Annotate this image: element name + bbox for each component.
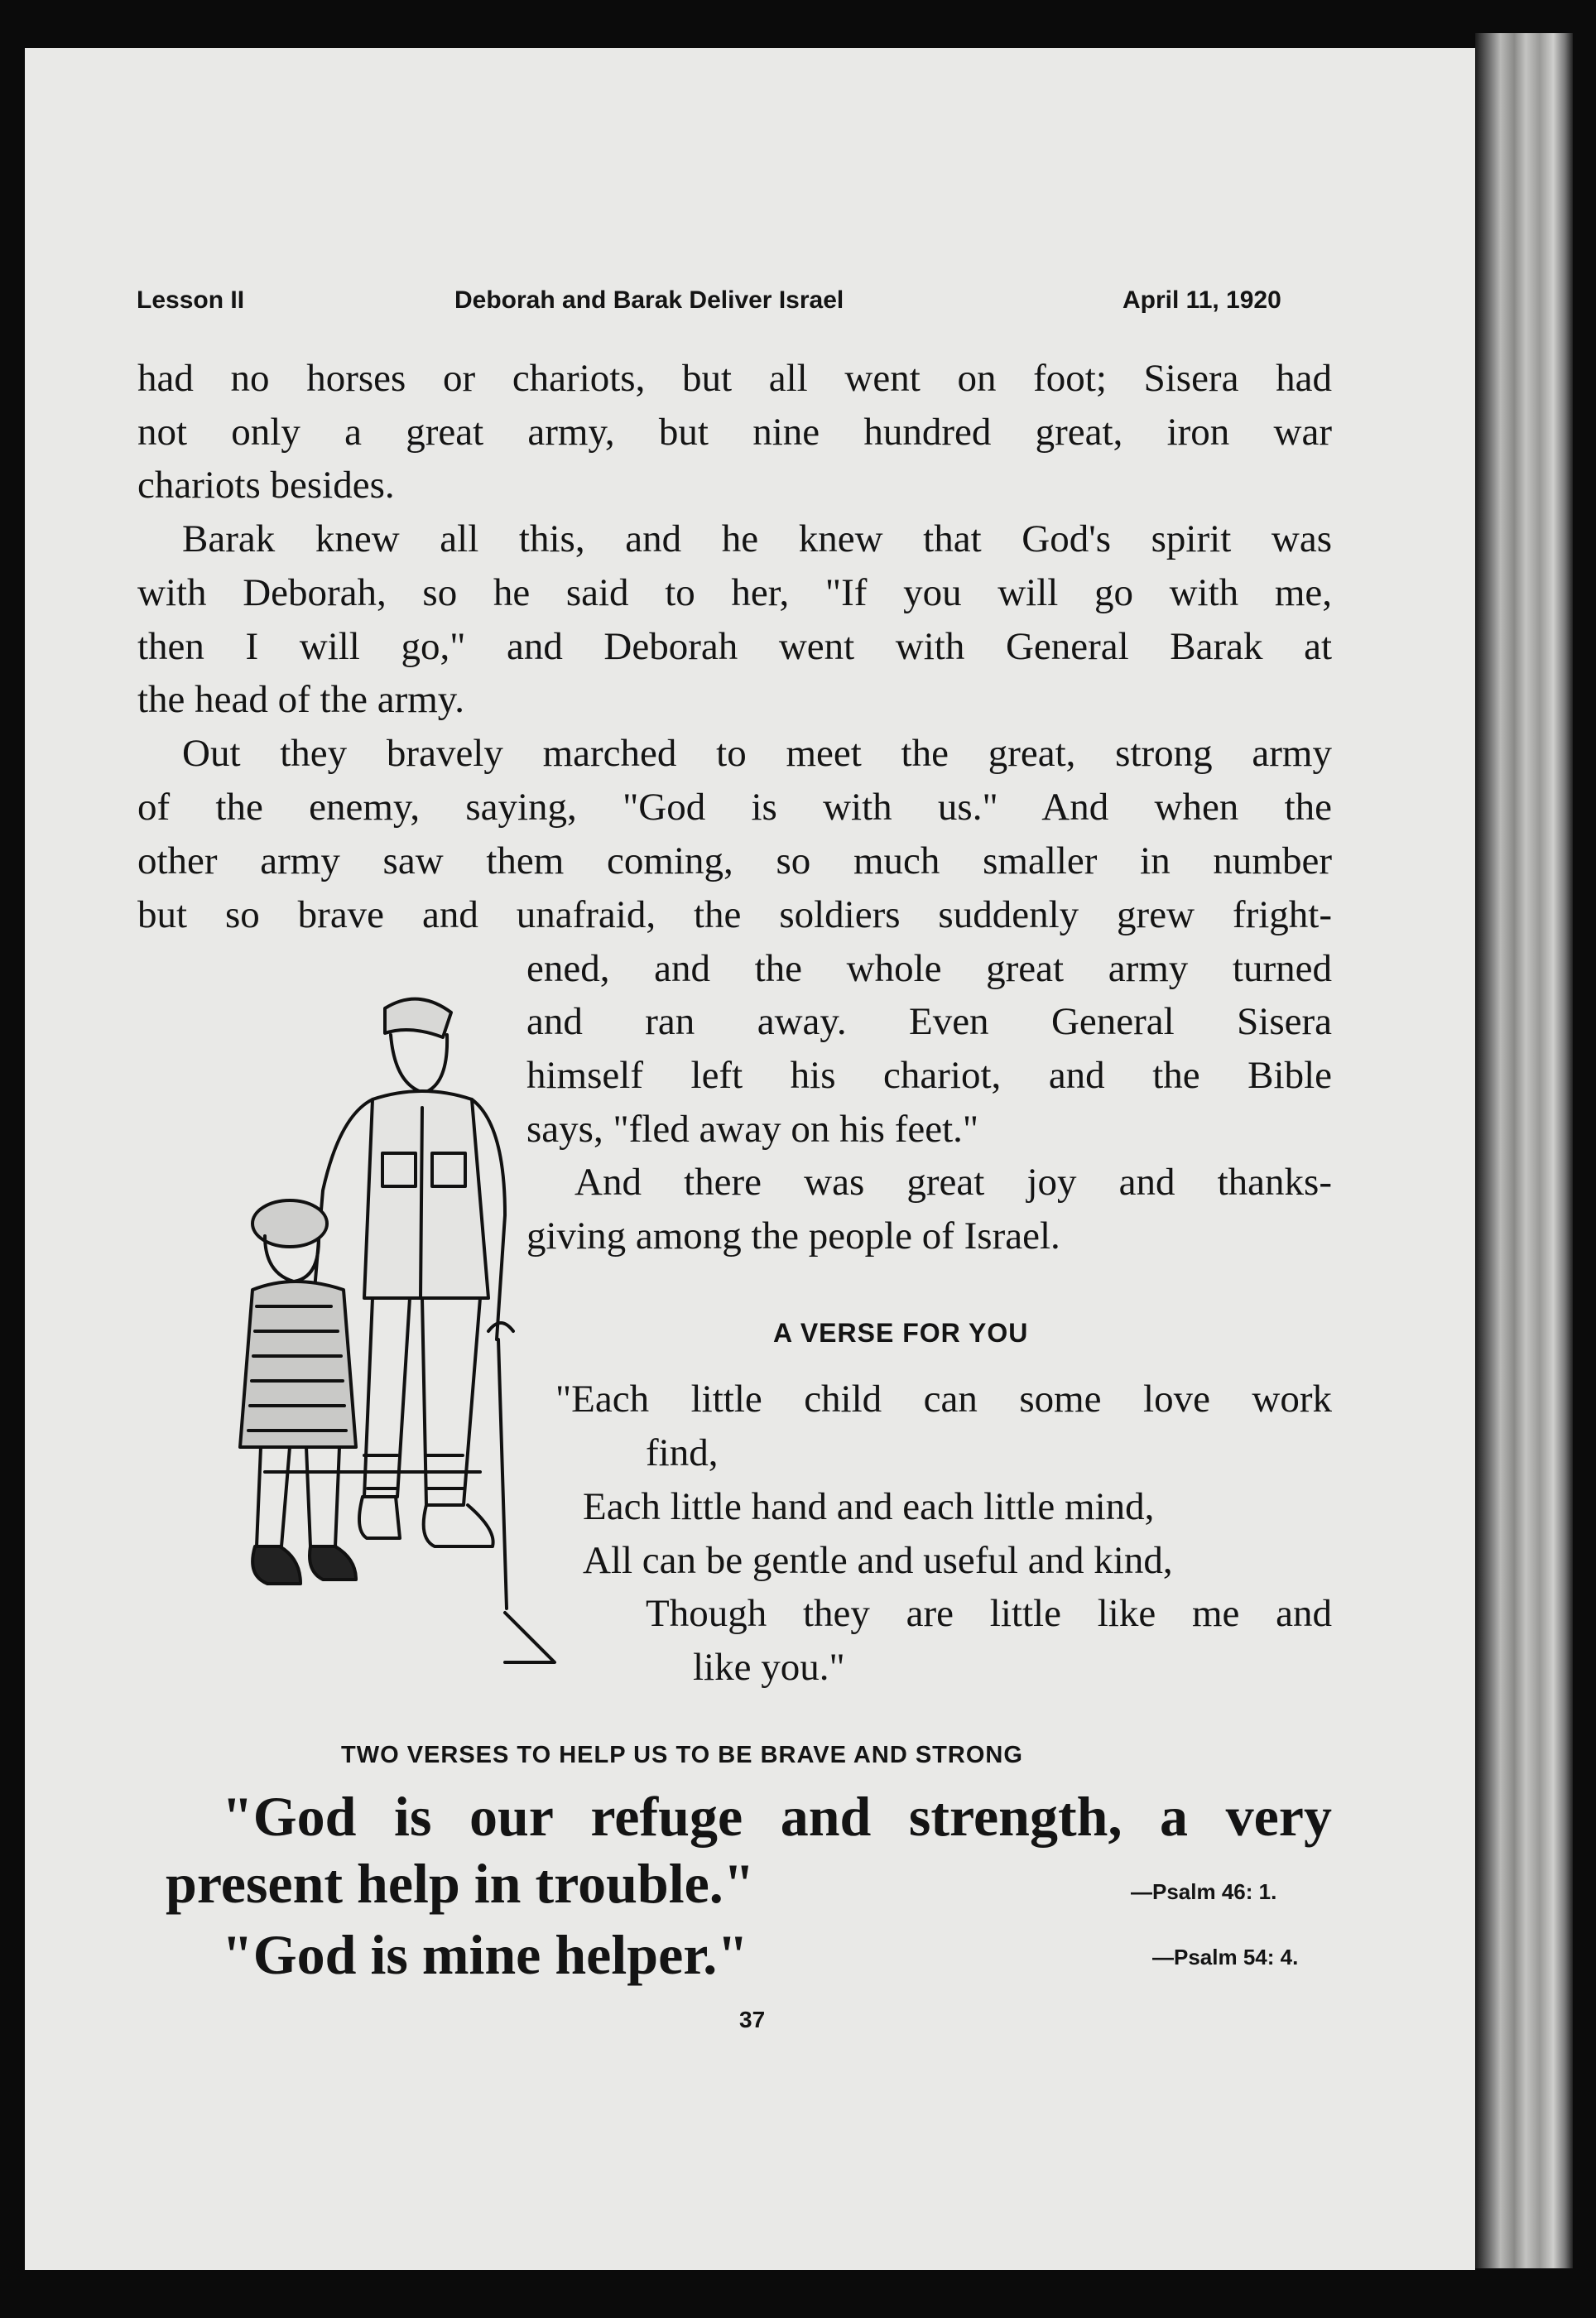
lesson-label: Lesson II — [137, 286, 245, 314]
verse-for-you-heading: A VERSE FOR YOU — [773, 1318, 1029, 1348]
story-line: not only a great army, but nine hundred great, iron war — [137, 411, 1332, 454]
story-line: says, "fled away on his feet." — [526, 1108, 979, 1151]
verse2: "God is mine helper." — [222, 1923, 748, 1986]
story-line: of the enemy, saying, "God is with us." And when the — [137, 786, 1332, 829]
verse1-reference: —Psalm 46: 1. — [1131, 1879, 1277, 1904]
story-line: ened, and the whole great army turned — [526, 947, 1332, 990]
story-line: other army saw them coming, so much smaller in number — [137, 839, 1332, 882]
verse-line: All can be gentle and useful and kind, — [583, 1539, 1173, 1582]
verse-line: Each little hand and each little mind, — [583, 1485, 1155, 1528]
story-line: And there was great joy and thanks- — [574, 1161, 1332, 1204]
book-spine-edge — [1475, 33, 1573, 2268]
story-line: then I will go," and Deborah went with General Barak at — [137, 625, 1332, 668]
verse-line: like you." — [693, 1646, 845, 1689]
verse-line: find, — [646, 1431, 719, 1474]
book-page — [25, 48, 1475, 2270]
story-line: the head of the army. — [137, 678, 464, 721]
two-verses-heading: TWO VERSES TO HELP US TO BE BRAVE AND STRONG — [341, 1742, 1023, 1768]
story-line: and ran away. Even General Sisera — [526, 1000, 1332, 1043]
story-line: but so brave and unafraid, the soldiers suddenly grew fright- — [137, 893, 1332, 936]
soldier-and-boy-illustration — [174, 975, 588, 1704]
page-number: 37 — [739, 2007, 766, 2032]
verse2-reference: —Psalm 54: 4. — [1152, 1945, 1299, 1969]
lesson-date: April 11, 1920 — [1122, 286, 1281, 314]
verse-line: "Each little child can some love work — [555, 1378, 1332, 1421]
story-line: himself left his chariot, and the Bible — [526, 1054, 1332, 1097]
story-line: had no horses or chariots, but all went on foot; Sisera had — [137, 357, 1332, 400]
story-line: Out they bravely marched to meet the great, strong army — [182, 732, 1332, 775]
verse-line: Though they are little like me and — [646, 1592, 1332, 1635]
story-line: with Deborah, so he said to her, "If you will go with me, — [137, 571, 1332, 614]
verse1-line2: present help in trouble." — [166, 1852, 755, 1915]
story-line: chariots besides. — [137, 464, 395, 507]
verse1-line1: "God is our refuge and strength, a very — [222, 1785, 1332, 1848]
page-title: Deborah and Barak Deliver Israel — [454, 286, 844, 314]
story-line: giving among the people of Israel. — [526, 1214, 1060, 1258]
story-line: Barak knew all this, and he knew that God's spirit was — [182, 517, 1332, 560]
